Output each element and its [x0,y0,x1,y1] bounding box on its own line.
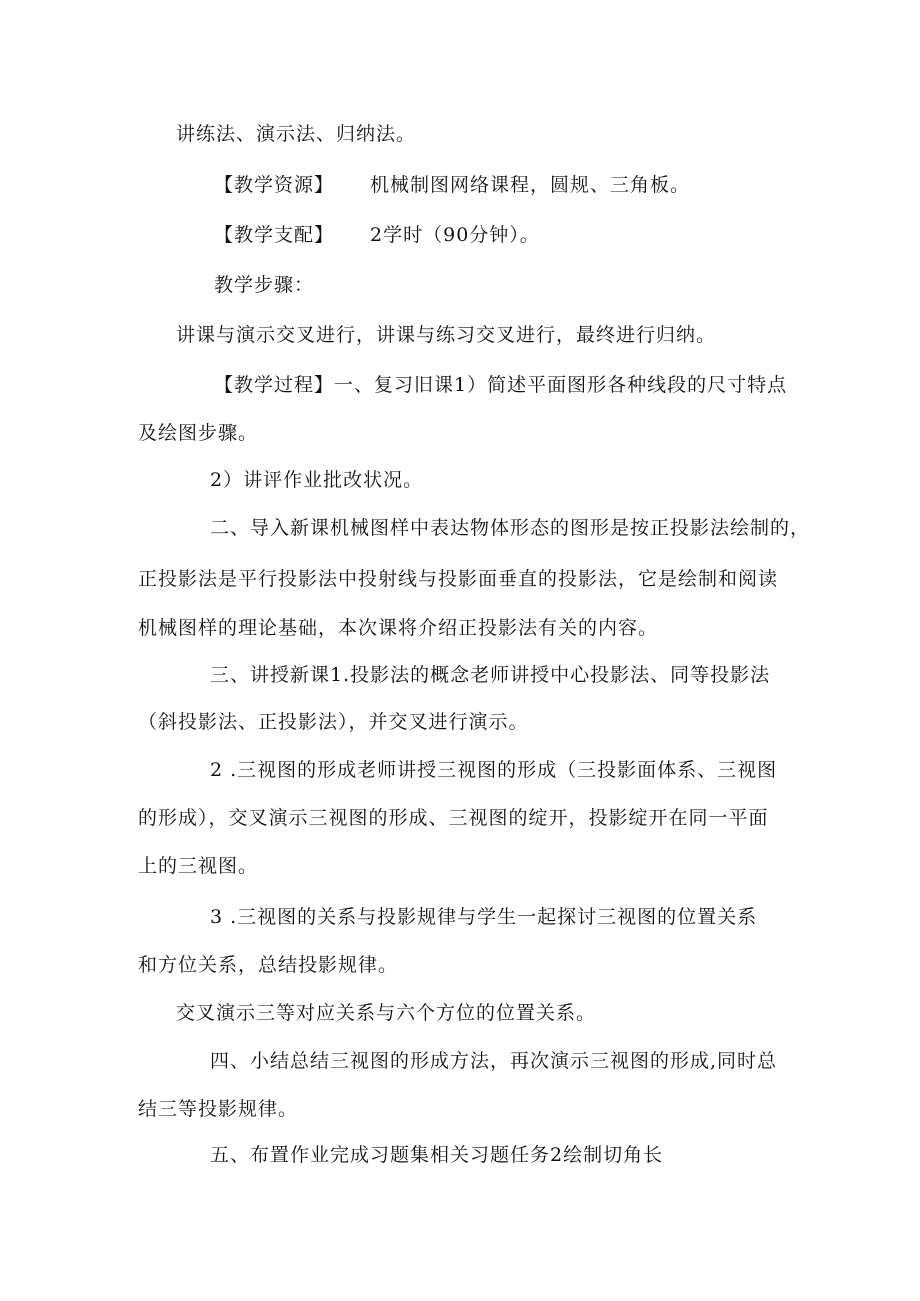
text-line: 机械图样的理论基础，本次课将介绍正投影法有关的内容。 [138,617,659,639]
text-line: 和方位关系，总结投影规律。 [138,954,399,976]
text-line: 正投影法是平行投影法中投射线与投影面垂直的投影法，它是绘制和阅读 [138,568,779,590]
text-line: 三、讲授新课1.投影法的概念老师讲授中心投影法、同等投影法 [210,664,771,686]
text-line: 交叉演示三等对应关系与六个方位的位置关系。 [176,1002,597,1024]
text-span: 机械制图网络课程，圆规、三角板。 [370,174,691,196]
text-line: 四、小结总结三视图的形成方法，再次演示三视图的形成,同时总 [210,1050,778,1072]
text-line: 上的三视图。 [138,855,259,877]
text-line: 五、布置作业完成习题集相关习题任务2绘制切角长 [210,1144,664,1166]
resources-line [214,172,690,198]
allocation-line [214,222,540,248]
text-line: 及绘图步骤。 [138,422,259,444]
text-line: 讲练法、演示法、归纳法。 [176,123,417,145]
text-line: 【教学过程】一、复习旧课1）简述平面图形各种线段的尺寸特点 [214,374,788,396]
section-label: 【教学支配】 [214,224,335,246]
text-line: 结三等投影规律。 [138,1098,299,1120]
text-span: 2学时（90分钟）。 [370,224,540,246]
text-line: 二、导入新课机械图样中表达物体形态的图形是按正投影法绘制的， [210,517,811,539]
section-label: 【教学资源】 [214,174,335,196]
text-line: 2 .三视图的形成老师讲授三视图的形成（三投影面体系、三视图 [210,759,778,781]
text-line: 讲课与演示交叉进行，讲课与练习交叉进行，最终进行归纳。 [176,324,717,346]
text-line: （斜投影法、正投影法），并交叉进行演示。 [138,711,529,733]
text-line: 3 .三视图的关系与投影规律与学生一起探讨三视图的位置关系 [210,906,758,928]
text-line: 的形成），交叉演示三视图的形成、三视图的绽开，投影绽开在同一平面 [138,807,769,829]
text-line: 2）讲评作业批改状况。 [210,469,424,491]
text-line: 教学步骤： [214,274,315,296]
